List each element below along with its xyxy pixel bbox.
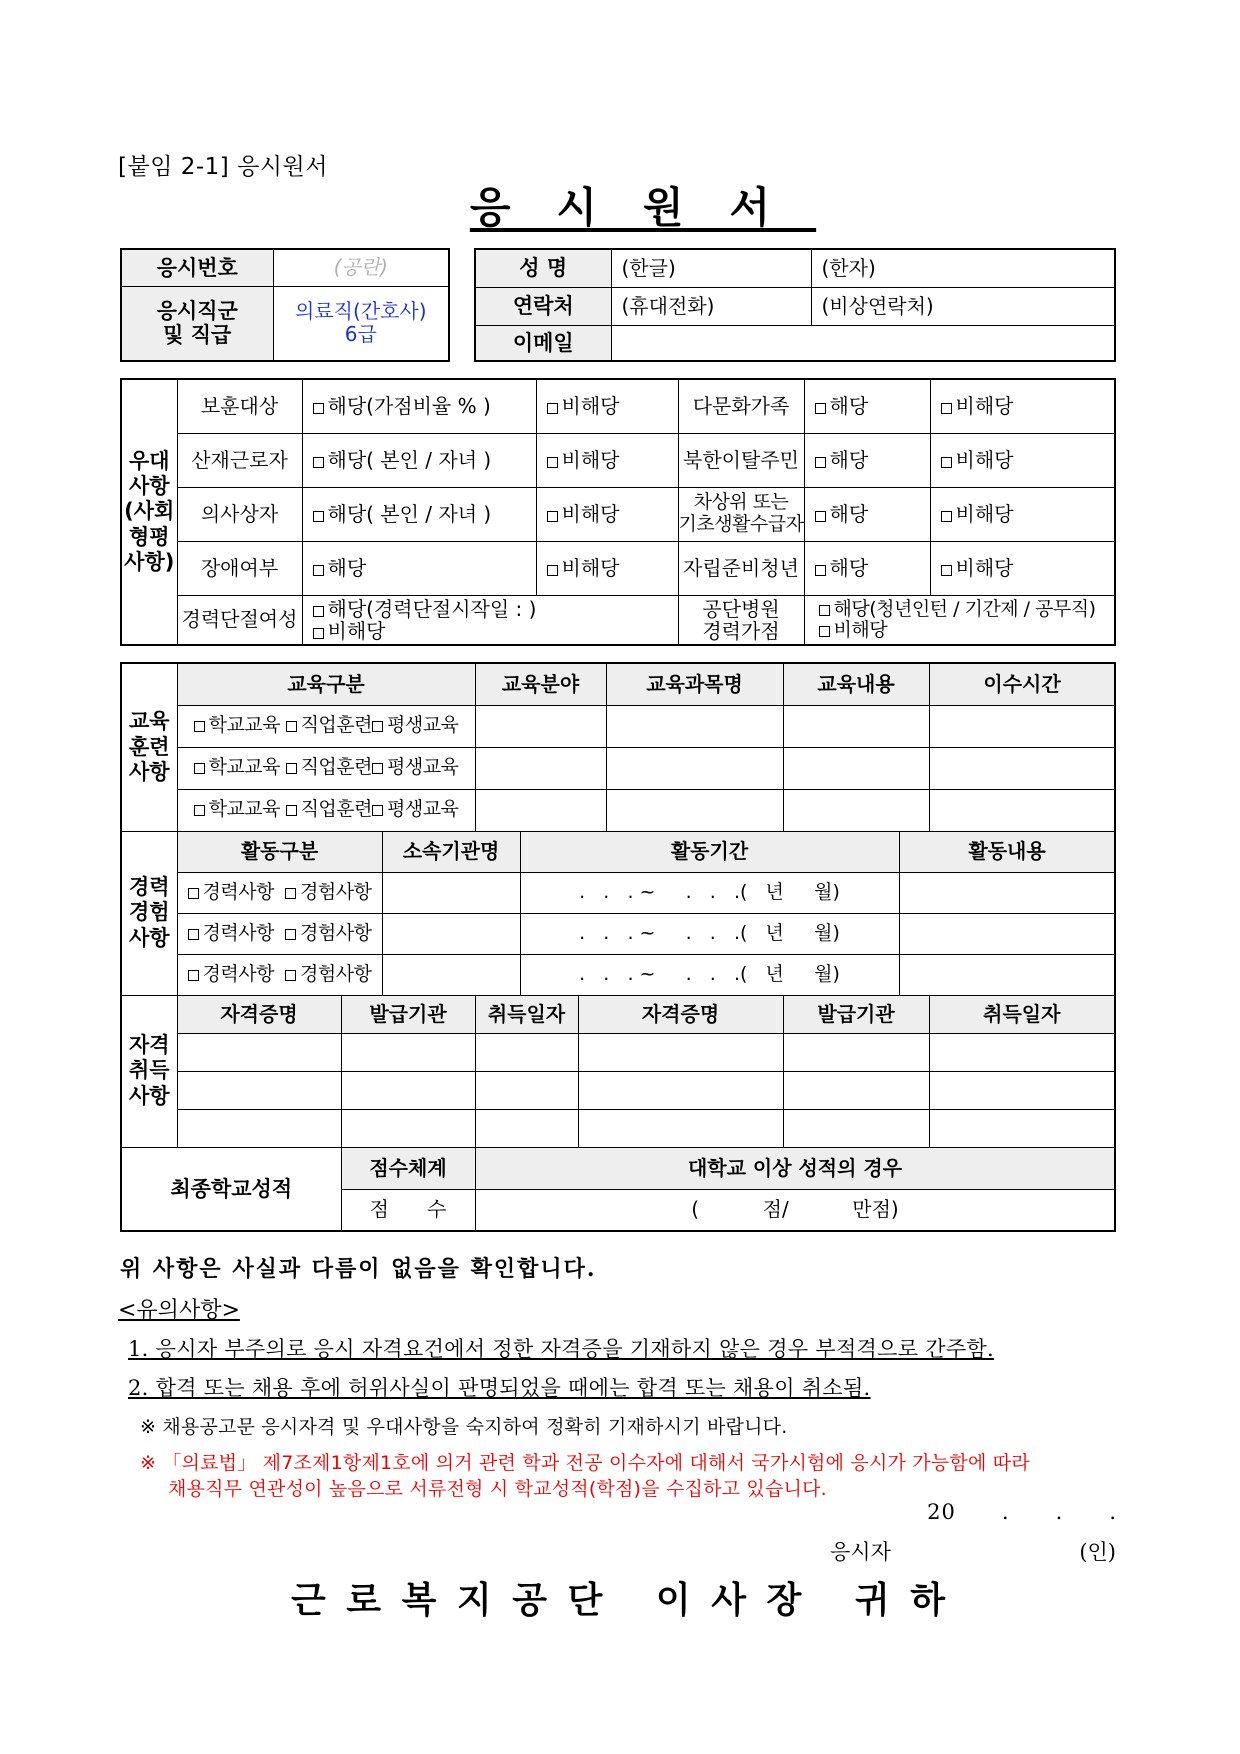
license-section-label: 자격 취득 사항 — [121, 995, 177, 1147]
career-break-yes[interactable]: 해당(경력단절시작일 : ) — [313, 598, 678, 620]
pref-label: 의사상자 — [177, 487, 302, 541]
table-row — [121, 913, 1115, 954]
edu-field-cell[interactable] — [475, 747, 606, 789]
career-content-cell[interactable] — [899, 913, 1115, 954]
page-title: 응시원서 — [469, 183, 817, 232]
license-header: 발급기관 — [783, 995, 929, 1033]
license-cell[interactable] — [783, 1033, 929, 1071]
checkbox-icon[interactable] — [313, 565, 324, 576]
attachment-label: [붙임 2-1] 응시원서 — [118, 154, 328, 180]
checkbox-icon[interactable] — [815, 511, 826, 522]
career-org-cell[interactable] — [382, 872, 520, 913]
edu-hours-cell[interactable] — [929, 747, 1115, 789]
license-header: 자격증명 — [578, 995, 783, 1033]
hospital-yes[interactable]: 해당(청년인턴 / 기간제 / 공무직) — [819, 599, 1115, 620]
notice-heading: <유의사항> — [118, 1298, 240, 1323]
checkbox-icon[interactable] — [815, 403, 826, 414]
pref-label: 차상위 또는 기초생활수급자 — [678, 487, 804, 541]
pref-yes-option[interactable]: 해당( 본인 / 자녀 ) — [302, 487, 536, 541]
checkbox-icon[interactable] — [547, 403, 558, 414]
table-row — [121, 872, 1115, 913]
license-cell[interactable] — [929, 1109, 1115, 1147]
pref-no-option[interactable]: 비해당 — [536, 487, 678, 541]
edu-type-options: 학교교육 직업훈련 평생교육 — [177, 747, 475, 789]
license-cell[interactable] — [475, 1109, 578, 1147]
grade-system-label: 점수체계 — [341, 1147, 475, 1189]
career-break-label: 경력단절여성 — [177, 595, 302, 645]
edu-type-options: 학교교육 직업훈련 평생교육 — [177, 705, 475, 747]
license-cell[interactable] — [177, 1033, 341, 1071]
emergency-field[interactable]: (비상연락처) — [811, 287, 1115, 325]
license-cell[interactable] — [341, 1109, 475, 1147]
pref-label: 다문화가족 — [678, 379, 804, 433]
career-content-cell[interactable] — [899, 954, 1115, 995]
edu-content-cell[interactable] — [783, 705, 929, 747]
pref-yes-option[interactable]: 해당( 본인 / 자녀 ) — [302, 433, 536, 487]
table-row — [121, 1109, 1115, 1147]
career-period-cell[interactable]: . . . ~ . . .( 년 월) — [520, 872, 899, 913]
license-header: 자격증명 — [177, 995, 341, 1033]
recipient-footer: 근 로 복 지 공 단 이 사 장 귀 하 — [290, 1580, 949, 1621]
pref-no-option[interactable]: 비해당 — [930, 433, 1115, 487]
hospital-options — [804, 595, 1115, 645]
checkbox-icon[interactable] — [286, 721, 297, 732]
license-cell[interactable] — [475, 1071, 578, 1109]
edu-header: 이수시간 — [929, 663, 1115, 705]
edu-header: 교육과목명 — [606, 663, 783, 705]
checkbox-icon[interactable] — [941, 403, 952, 414]
history-table — [120, 662, 1116, 1232]
checkbox-icon[interactable] — [188, 970, 199, 981]
pref-label: 북한이탈주민 — [678, 433, 804, 487]
table-row — [121, 1071, 1115, 1109]
edu-type-options: 학교교육 직업훈련 평생교육 — [177, 789, 475, 831]
star-note: ※ 채용공고문 응시자격 및 우대사항을 숙지하여 정확히 기재하시기 바랍니다. — [140, 1416, 788, 1438]
checkbox-icon[interactable] — [547, 457, 558, 468]
name-label: 성 명 — [475, 249, 611, 287]
pref-yes-option[interactable]: 해당 — [302, 541, 536, 595]
checkbox-icon[interactable] — [372, 721, 383, 732]
license-cell[interactable] — [929, 1071, 1115, 1109]
edu-hours-cell[interactable] — [929, 705, 1115, 747]
checkbox-icon[interactable] — [547, 565, 558, 576]
career-header: 소속기관명 — [382, 831, 520, 872]
pref-label: 자립준비청년 — [678, 541, 804, 595]
career-type-options: 경력사항 경험사항 — [177, 913, 382, 954]
pref-yes-option[interactable]: 해당 — [804, 487, 930, 541]
edu-field-cell[interactable] — [475, 789, 606, 831]
pref-no-option[interactable]: 비해당 — [536, 433, 678, 487]
checkbox-icon[interactable] — [286, 805, 297, 816]
pref-label: 산재근로자 — [177, 433, 302, 487]
license-cell[interactable] — [341, 1033, 475, 1071]
license-cell[interactable] — [177, 1109, 341, 1147]
mobile-field[interactable]: (휴대전화) — [611, 287, 811, 325]
table-row — [121, 747, 1115, 789]
edu-field-cell[interactable] — [475, 705, 606, 747]
license-cell[interactable] — [783, 1071, 929, 1109]
edu-subject-cell[interactable] — [606, 789, 783, 831]
checkbox-icon[interactable] — [815, 565, 826, 576]
grade-score-label: 점 수 — [341, 1189, 475, 1231]
checkbox-icon[interactable] — [313, 628, 324, 639]
license-header: 취득일자 — [475, 995, 578, 1033]
contact-label: 연락처 — [475, 287, 611, 325]
license-cell[interactable] — [578, 1071, 783, 1109]
license-header: 취득일자 — [929, 995, 1115, 1033]
date-line[interactable]: 20 . . . — [927, 1500, 1117, 1524]
checkbox-icon[interactable] — [547, 511, 558, 522]
grade-univ-label: 대학교 이상 성적의 경우 — [475, 1147, 1115, 1189]
edu-hours-cell[interactable] — [929, 789, 1115, 831]
checkbox-icon[interactable] — [285, 970, 296, 981]
career-header: 활동내용 — [899, 831, 1115, 872]
table-row — [121, 954, 1115, 995]
checkbox-icon[interactable] — [313, 606, 324, 617]
job-label: 응시직군 및 직급 — [121, 286, 273, 361]
checkbox-icon[interactable] — [313, 403, 324, 414]
applicant-label: 응시자 — [830, 1540, 891, 1564]
checkbox-icon[interactable] — [194, 763, 205, 774]
pref-yes-option[interactable]: 해당(가점비율 % ) — [302, 379, 536, 433]
personal-info-table — [474, 248, 1116, 362]
preference-section-label: 우대 사항 (사회 형평 사항) — [121, 379, 177, 645]
hospital-no[interactable]: 비해당 — [819, 620, 1115, 641]
red-note: ※ 「의료법」 제7조제1항제1호에 의거 관련 학과 전공 이수자에 대해서 국가시험에 응시가 가능함에 따라 — [140, 1452, 1030, 1474]
checkbox-icon[interactable] — [941, 511, 952, 522]
grade-label: 최종학교성적 — [121, 1147, 341, 1231]
hospital-label: 공단병원 경력가점 — [678, 595, 804, 645]
pref-no-option[interactable]: 비해당 — [930, 541, 1115, 595]
license-cell[interactable] — [177, 1071, 341, 1109]
checkbox-icon[interactable] — [941, 565, 952, 576]
pref-yes-option[interactable]: 해당 — [804, 433, 930, 487]
career-period-cell[interactable]: . . . ~ . . .( 년 월) — [520, 913, 899, 954]
email-field[interactable] — [611, 325, 1115, 361]
table-row — [121, 789, 1115, 831]
checkbox-icon[interactable] — [188, 929, 199, 940]
table-row — [121, 705, 1115, 747]
license-cell[interactable] — [783, 1109, 929, 1147]
checkbox-icon[interactable] — [188, 888, 199, 899]
license-cell[interactable] — [929, 1033, 1115, 1071]
checkbox-icon[interactable] — [285, 929, 296, 940]
pref-no-option[interactable]: 비해당 — [930, 379, 1115, 433]
checkbox-icon[interactable] — [194, 721, 205, 732]
license-cell[interactable] — [475, 1033, 578, 1071]
table-row — [121, 1033, 1115, 1071]
name-hanja-field[interactable]: (한자) — [811, 249, 1115, 287]
career-org-cell[interactable] — [382, 954, 520, 995]
checkbox-icon[interactable] — [285, 888, 296, 899]
career-header: 활동구분 — [177, 831, 382, 872]
pref-no-option[interactable]: 비해당 — [536, 541, 678, 595]
red-note: 채용직무 연관성이 높음으로 서류전형 시 학교성적(학점)을 수집하고 있습니다. — [168, 1478, 827, 1500]
confirm-statement: 위 사항은 사실과 다름이 없음을 확인합니다. — [120, 1256, 597, 1282]
career-content-cell[interactable] — [899, 872, 1115, 913]
edu-content-cell[interactable] — [783, 789, 929, 831]
checkbox-icon[interactable] — [372, 805, 383, 816]
email-label: 이메일 — [475, 325, 611, 361]
pref-label: 장애여부 — [177, 541, 302, 595]
pref-label: 보훈대상 — [177, 379, 302, 433]
career-break-options — [302, 595, 678, 645]
career-header: 활동기간 — [520, 831, 899, 872]
exam-no-value[interactable]: (공란) — [273, 249, 449, 286]
career-type-options: 경력사항 경험사항 — [177, 872, 382, 913]
checkbox-icon[interactable] — [941, 457, 952, 468]
license-cell[interactable] — [578, 1109, 783, 1147]
checkbox-icon[interactable] — [194, 805, 205, 816]
education-section-label: 교육 훈련 사항 — [121, 663, 177, 831]
pref-yes-option[interactable]: 해당 — [804, 379, 930, 433]
checkbox-icon[interactable] — [819, 626, 830, 637]
notice-item: 1. 응시자 부주의로 응시 자격요건에서 정한 자격증을 기재하지 않은 경우 부적격으로 간주함. — [128, 1337, 995, 1361]
license-header: 발급기관 — [341, 995, 475, 1033]
career-org-cell[interactable] — [382, 913, 520, 954]
checkbox-icon[interactable] — [819, 605, 830, 616]
checkbox-icon[interactable] — [815, 457, 826, 468]
license-cell[interactable] — [341, 1071, 475, 1109]
checkbox-icon[interactable] — [372, 763, 383, 774]
notice-item: 2. 합격 또는 채용 후에 허위사실이 판명되었을 때에는 합격 또는 채용이 취소됨. — [128, 1376, 871, 1400]
career-section-label: 경력 경험 사항 — [121, 831, 177, 995]
edu-subject-cell[interactable] — [606, 747, 783, 789]
edu-header: 교육내용 — [783, 663, 929, 705]
exam-no-label: 응시번호 — [121, 249, 273, 286]
job-value[interactable]: 의료직(간호사) 6급 — [273, 286, 449, 361]
edu-header: 교육분야 — [475, 663, 606, 705]
license-cell[interactable] — [578, 1033, 783, 1071]
career-period-cell[interactable]: . . . ~ . . .( 년 월) — [520, 954, 899, 995]
pref-no-option[interactable]: 비해당 — [536, 379, 678, 433]
exam-info-table — [120, 248, 450, 362]
grade-score-field[interactable]: ( 점/ 만점) — [475, 1189, 1115, 1231]
edu-content-cell[interactable] — [783, 747, 929, 789]
pref-yes-option[interactable]: 해당 — [804, 541, 930, 595]
pref-no-option[interactable]: 비해당 — [930, 487, 1115, 541]
checkbox-icon[interactable] — [286, 763, 297, 774]
edu-header: 교육구분 — [177, 663, 475, 705]
career-type-options: 경력사항 경험사항 — [177, 954, 382, 995]
checkbox-icon[interactable] — [313, 457, 324, 468]
seal-label: (인) — [1079, 1540, 1116, 1564]
checkbox-icon[interactable] — [313, 511, 324, 522]
name-korean-field[interactable]: (한글) — [611, 249, 811, 287]
edu-subject-cell[interactable] — [606, 705, 783, 747]
preference-table — [120, 378, 1116, 646]
career-break-no[interactable]: 비해당 — [313, 620, 678, 642]
